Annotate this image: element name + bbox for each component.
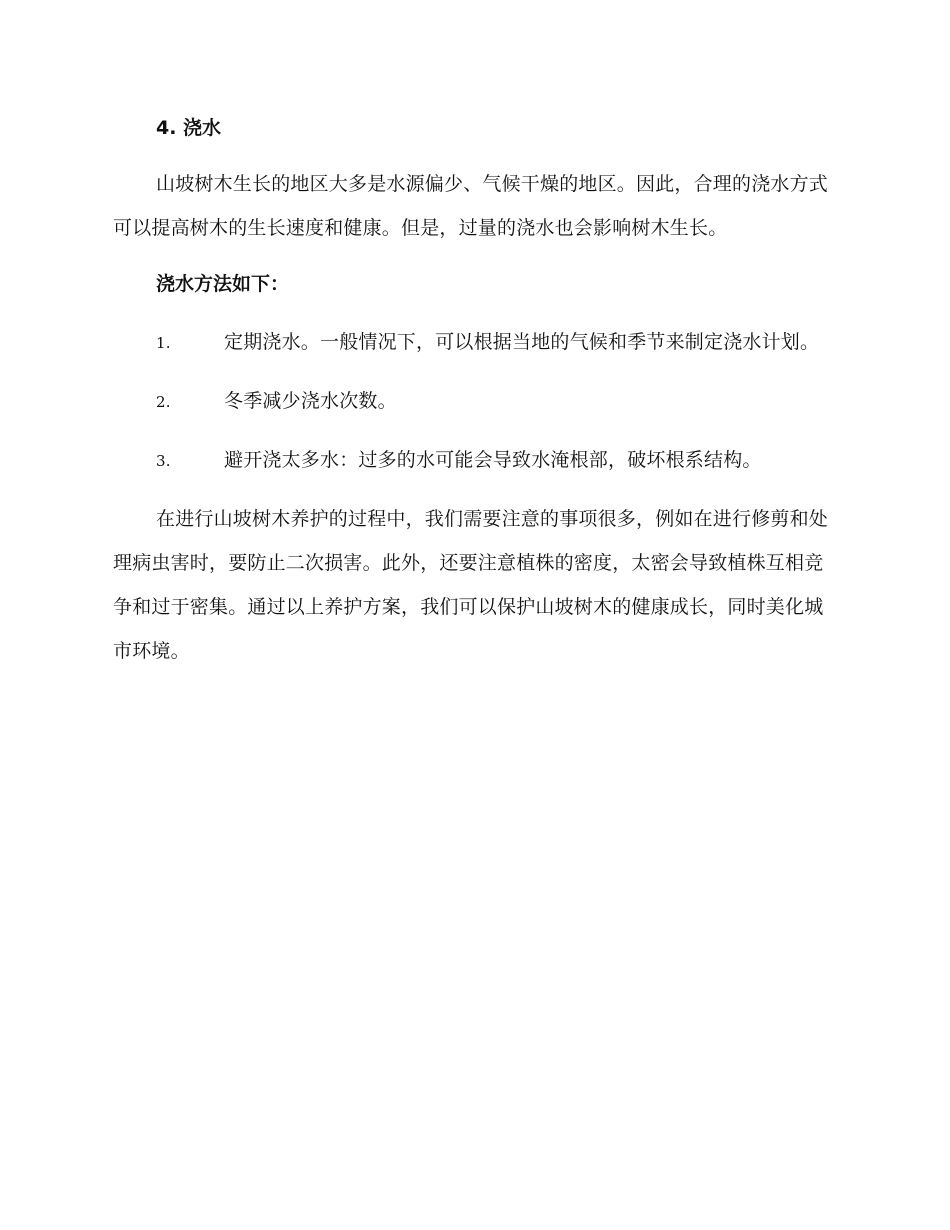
section-heading: 4. 浇水 [156,117,222,139]
intro-paragraph: 山坡树木生长的地区大多是水源偏少、气候干燥的地区。因此，合理的浇水方式可以提高树木的生长速度和健康。但是，过量的浇水也会影响树木生长。 [113,173,829,239]
list-number: 3. [156,452,171,470]
list-number: 1. [156,334,171,352]
list-item [113,320,835,365]
closing-paragraph: 在进行山坡树木养护的过程中，我们需要注意的事项很多，例如在进行修剪和处理病虫害时，要防止二次损害。此外，还要注意植株的密度，太密会导致植株互相竞争和过于密集。通过以上养护方案，我们可以保护山坡树木的健康成长，同时美化城市环境。 [113,508,829,662]
list-item [113,438,835,483]
methods-heading: 浇水方法如下： [156,273,290,295]
list-item [113,379,835,424]
document-content [113,112,835,673]
list-text: 避开浇太多水：过多的水可能会导致水淹根部，破坏根系结构。 [224,449,762,471]
list-text: 冬季减少浇水次数。 [224,390,397,412]
list-number: 2. [156,393,171,411]
list-text: 定期浇水。一般情况下，可以根据当地的气候和季节来制定浇水计划。 [224,331,820,353]
